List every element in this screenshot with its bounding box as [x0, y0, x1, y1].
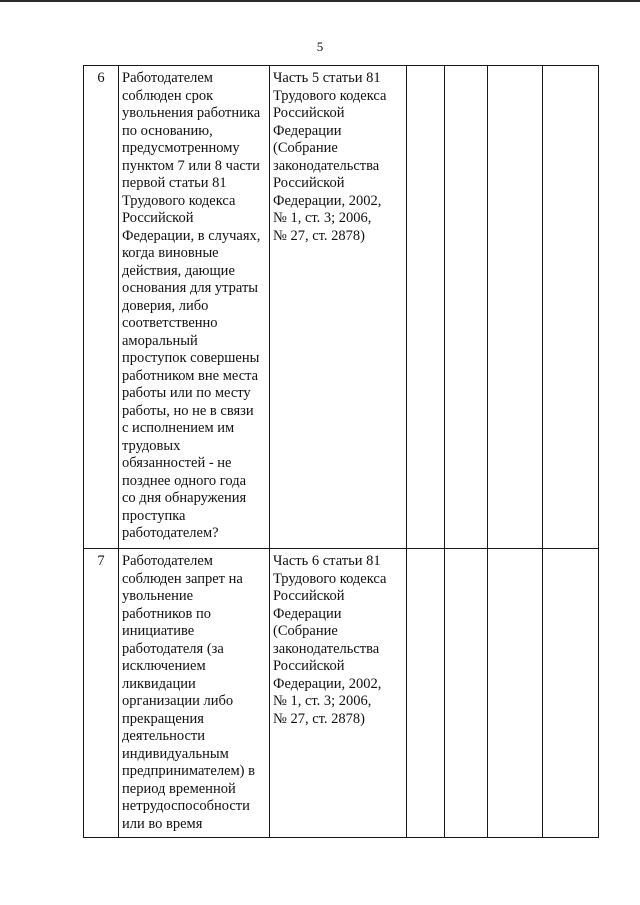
legal-reference-cell — [270, 66, 407, 549]
legal-reference: Часть 5 статьи 81 Трудового кодекса Российской Федерации (Собрание законодательства Российской Федерации, 2002, № 1, ст. 3; 2006, № 27, ст. 2878) — [273, 70, 387, 244]
requirement-question-cell — [119, 66, 270, 549]
row-number-cell: 7 — [84, 549, 119, 838]
answer-cell-yes — [407, 549, 445, 838]
answer-cell-note — [543, 549, 599, 838]
answer-cell-not-applicable — [488, 549, 543, 838]
table-row — [84, 549, 599, 838]
requirement-question-cell — [119, 549, 270, 838]
page-number: 5 — [316, 39, 324, 54]
answer-cell-no — [445, 549, 488, 838]
answer-cell-yes — [407, 66, 445, 549]
legal-reference: Часть 6 статьи 81 Трудового кодекса Российской Федерации (Собрание законодательства Российской Федерации, 2002, № 1, ст. 3; 2006, № 27, ст. 2878) — [273, 553, 387, 727]
answer-cell-no — [445, 66, 488, 549]
scan-top-edge — [0, 0, 640, 2]
requirement-question: Работодателем соблюден запрет на увольнение работников по инициативе работодателя (за исключением ликвидации организации либо прекращения деятельности индивидуальным предпринимателем) в период временной нетрудоспособности или во время — [122, 553, 255, 832]
table-row — [84, 66, 599, 549]
answer-cell-note — [543, 66, 599, 549]
answer-cell-not-applicable — [488, 66, 543, 549]
requirement-question: Работодателем соблюден срок увольнения работника по основанию, предусмотренному пунктом 7 или 8 части первой статьи 81 Трудового кодекса Российской Федерации, в случаях, когда виновные действия, дающие основания для утраты доверия, либо соответственно аморальный проступок совершены работником вне места работы или по месту работы, но не в связи с исполнением им трудовых обязанностей - не позднее одного года со дня обнаружения проступка работодателем? — [122, 70, 261, 541]
checklist-table — [83, 65, 599, 838]
legal-reference-cell — [270, 549, 407, 838]
row-number-cell: 6 — [84, 66, 119, 549]
